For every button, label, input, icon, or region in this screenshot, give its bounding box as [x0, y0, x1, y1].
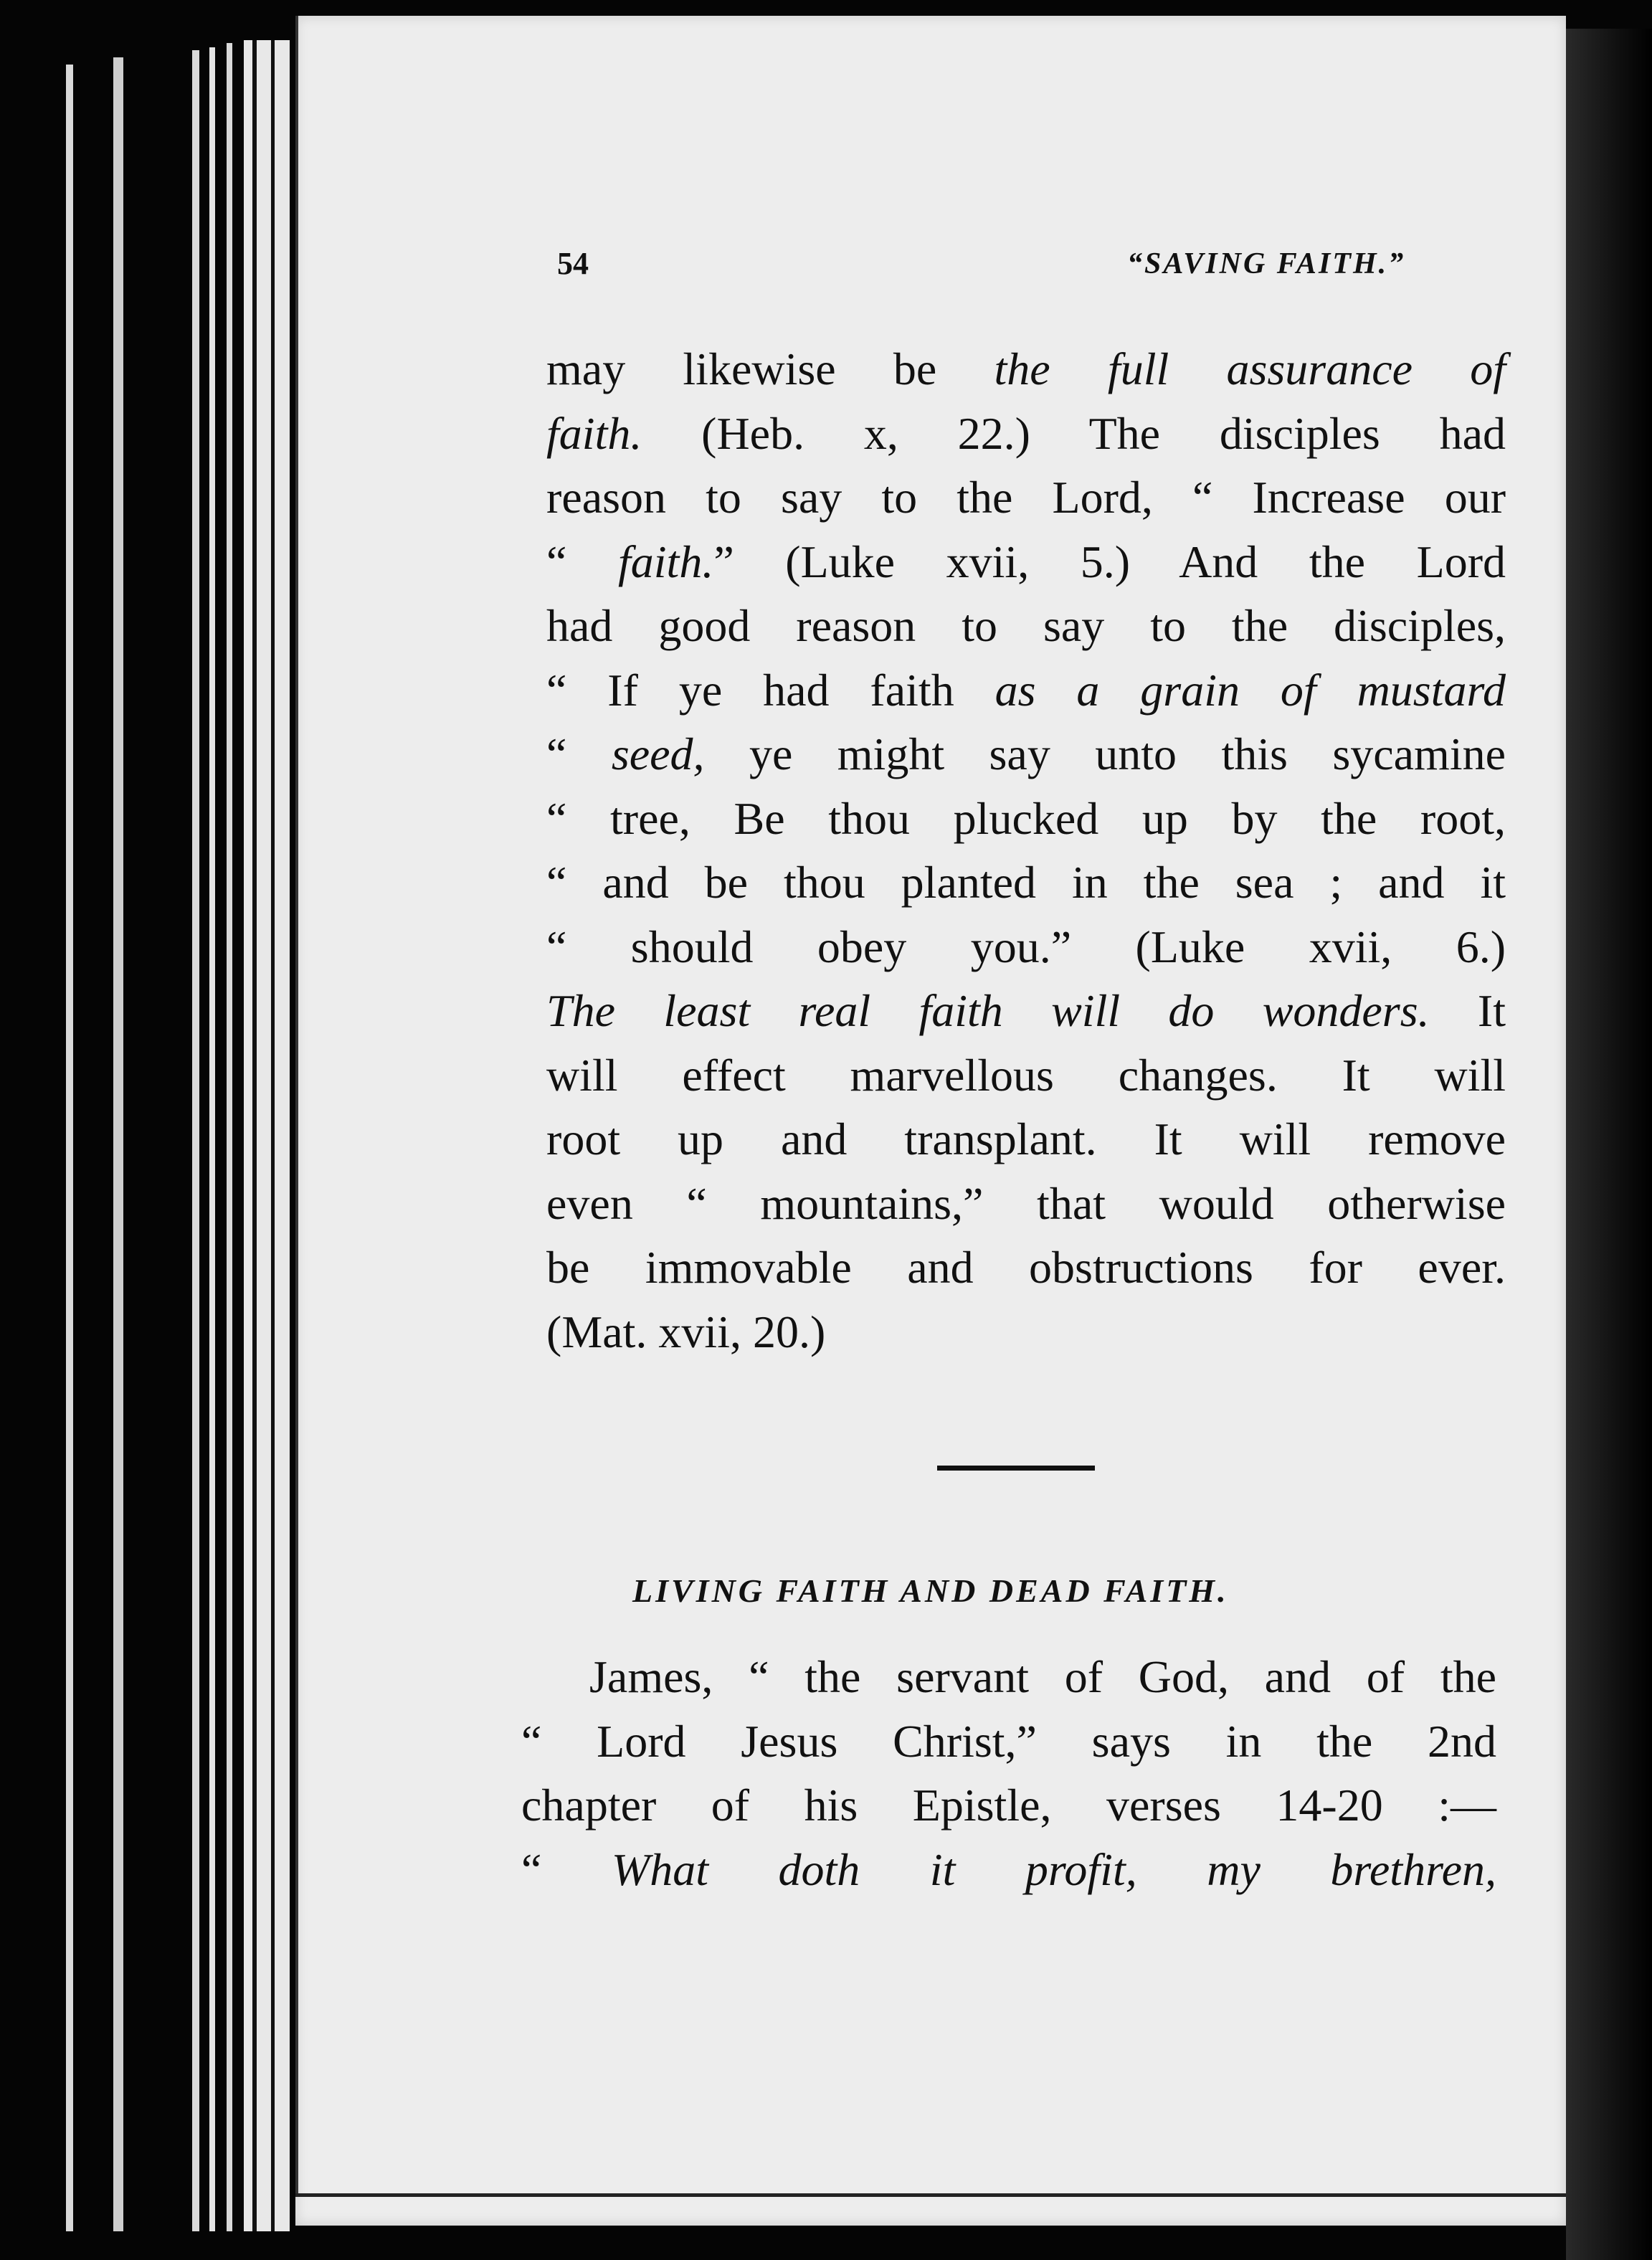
italic-text: faith.	[617, 536, 714, 587]
page-number: 54	[557, 246, 589, 281]
page-left-border	[295, 16, 298, 2197]
page-edge	[192, 50, 199, 2231]
italic-text: the full assurance of	[994, 343, 1506, 394]
text-line: “ and be thou planted in the sea ; and it	[546, 857, 1506, 908]
text-line: will effect marvellous changes. It will	[546, 1049, 1506, 1101]
italic-text: The least real faith will do wonders.	[546, 985, 1430, 1036]
text-line: “ seed, ye might say unto this sycamine	[546, 728, 1506, 779]
page-bottom-border	[295, 2193, 1566, 2197]
page-edge	[66, 65, 73, 2231]
italic-text: seed,	[611, 728, 705, 779]
page-header	[557, 245, 1561, 288]
italic-text: faith.	[546, 407, 642, 459]
text-line: “ Lord Jesus Christ,” says in the 2nd	[521, 1715, 1496, 1767]
binding-shadow	[1566, 29, 1652, 2260]
text-line: had good reason to say to the disciples,	[546, 600, 1506, 651]
section-title: LIVING FAITH AND DEAD FAITH.	[632, 1572, 1229, 1609]
page-edge	[209, 47, 215, 2231]
paragraph-living-faith	[521, 1645, 1496, 1901]
italic-text: as a grain of mustard	[994, 664, 1506, 716]
text-line: (Mat. xvii, 20.)	[546, 1306, 826, 1357]
text-line: reason to say to the Lord, “ Increase our	[546, 472, 1506, 523]
text-line: James, “ the servant of God, and of the	[589, 1651, 1496, 1702]
text-line: “ should obey you.” (Luke xvii, 6.)	[546, 921, 1506, 972]
section-divider	[937, 1466, 1095, 1471]
text-line: root up and transplant. It will remove	[546, 1114, 1506, 1164]
text-line: chapter of his Epistle, verses 14-20 :—	[521, 1780, 1496, 1831]
text-line: even “ mountains,” that would otherwise	[546, 1177, 1506, 1229]
italic-text: What doth it profit, my brethren,	[611, 1843, 1496, 1895]
paragraph-saving-faith	[546, 337, 1506, 1364]
text-line: faith. (Heb. x, 22.) The disciples had	[546, 407, 1506, 459]
text-line: be immovable and obstructions for ever.	[546, 1242, 1506, 1293]
text-line: The least real faith will do wonders. It	[546, 985, 1506, 1036]
page-edge	[227, 43, 232, 2231]
text-line: “ tree, Be thou plucked up by the root,	[546, 792, 1506, 844]
page-edge	[113, 57, 123, 2231]
running-head: “SAVING FAITH.”	[1127, 247, 1406, 280]
book-page	[295, 16, 1566, 2226]
page-gap	[252, 40, 257, 2231]
page-gap	[271, 40, 275, 2231]
text-line: “ faith.” (Luke xvii, 5.) And the Lord	[546, 536, 1506, 587]
text-line: “ What doth it profit, my brethren,	[521, 1843, 1496, 1895]
text-line: “ If ye had faith as a grain of mustard	[546, 664, 1506, 716]
text-line: may likewise be the full assurance of	[546, 343, 1506, 394]
page-edge	[244, 40, 290, 2231]
